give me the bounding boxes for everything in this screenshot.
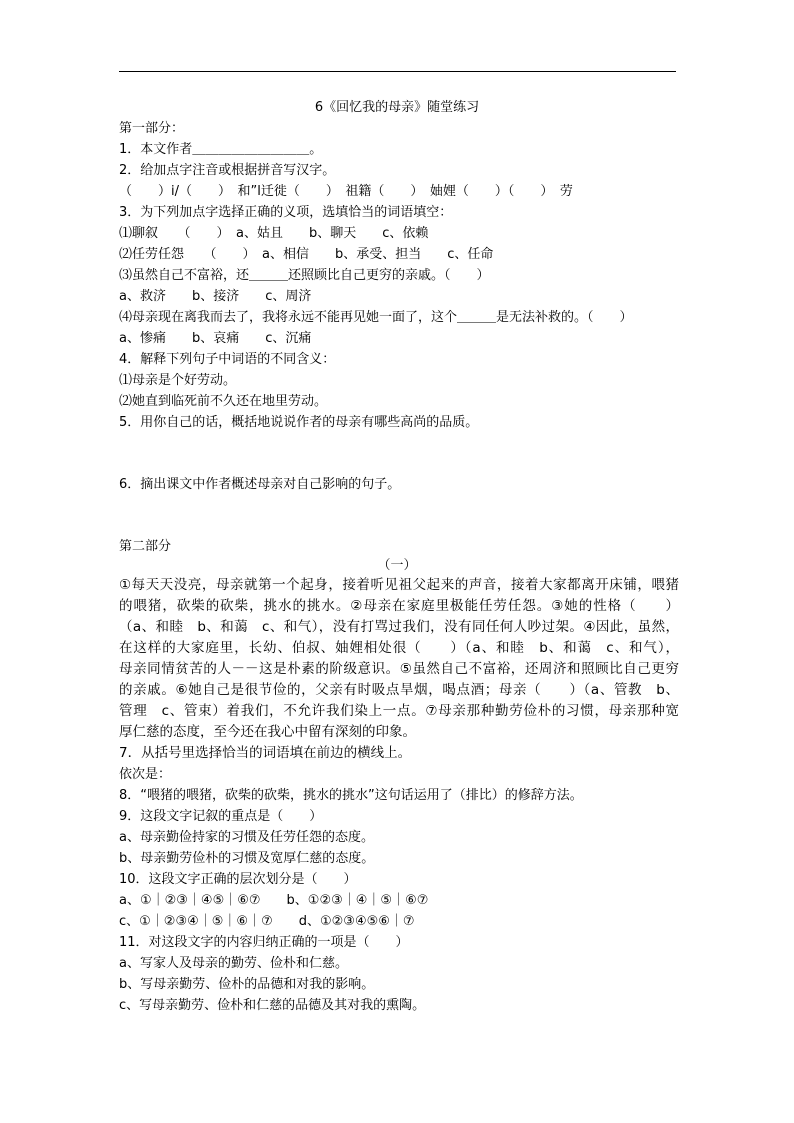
section-marker: （一）: [377, 558, 417, 573]
question-11-option-b: b、写母亲勤劳、俭朴的品德和对我的影响。: [119, 977, 375, 992]
question-10-options-cd: c、①｜②③④｜⑤｜⑥｜⑦ d、①②③④⑤⑥｜⑦: [119, 914, 415, 929]
passage-line: ①每天天没亮，母亲就第一个起身，接着听见祖父起来的声音，接着大家都离开床铺，喂猪: [119, 577, 679, 593]
question-3-item-3: ⑶虽然自己不富裕，还＿＿＿还照顾比自己更穷的亲戚。（ ）: [119, 268, 490, 283]
page-title: 6《回忆我的母亲》随堂练习: [314, 100, 480, 115]
question-5: 5．用你自己的话，概括地说说作者的母亲有哪些高尚的品质。: [119, 415, 479, 430]
question-7: 7．从括号里选择恰当的词语填在前边的横线上。: [119, 745, 412, 761]
reading-passage: [119, 575, 679, 764]
question-4-sentence-1: ⑴母亲是个好劳动。: [119, 373, 237, 388]
part2-heading: 第二部分: [119, 539, 172, 554]
question-2-blanks: （ ）i/（ ） 和”l迁徙（ ） 祖籍（ ） 妯娌（ ）（ ） 劳: [119, 184, 573, 199]
passage-line: 母亲同情贫苦的人－－这是朴素的阶级意识。⑤虽然自己不富裕，还周济和照顾比自己更穷: [119, 661, 679, 677]
question-6: 6．摘出课文中作者概述母亲对自己影响的句子。: [119, 477, 401, 492]
question-10-options-ab: a、①｜②③｜④⑤｜⑥⑦ b、①②③｜④｜⑤｜⑥⑦: [119, 893, 429, 908]
question-11: 11．对这段文字的内容归纳正确的一项是（ ）: [119, 935, 409, 950]
question-9-option-b: b、母亲勤劳俭朴的习惯及宽厚仁慈的态度。: [119, 851, 375, 866]
question-3-item-2: ⑵任劳任怨 （ ） a、相信 b、承受、担当 c、任命: [119, 247, 494, 262]
question-2: 2．给加点字注音或根据拼音写汉字。: [119, 163, 336, 178]
question-7-answer-label: 依次是：: [119, 767, 172, 782]
question-3-item-4: ⑷母亲现在离我而去了，我将永远不能再见她一面了，这个＿＿＿是无法补救的。（ ）: [119, 310, 633, 325]
passage-line: 管理 c、管束）着我们，不允许我们染上一点。⑦母亲那种勤劳俭朴的习惯，母亲那种宽: [119, 703, 679, 719]
question-10: 10．这段文字正确的层次划分是（ ）: [119, 872, 357, 887]
question-9: 9．这段文字记叙的重点是（ ）: [119, 809, 323, 824]
question-4-sentence-2: ⑵她直到临死前不久还在地里劳动。: [119, 394, 328, 409]
question-4: 4．解释下列句子中词语的不同含义：: [119, 352, 336, 367]
question-3: 3．为下列加点字选择正确的义项，选填恰当的词语填空：: [119, 205, 453, 220]
question-11-option-c: c、写母亲勤劳、俭朴和仁慈的品德及其对我的熏陶。: [119, 998, 426, 1013]
header-rule: [119, 71, 676, 72]
question-11-option-a: a、写家人及母亲的勤劳、俭朴和仁慈。: [119, 956, 348, 971]
question-3-item-4-options: a、惨痛 b、哀痛 c、沉痛: [119, 331, 312, 346]
passage-line: 在这样的大家庭里，长幼、伯叔、妯娌相处很（ ）（a、和睦 b、和蔼 c、和气），: [119, 640, 679, 656]
question-3-item-1: ⑴聊叙 （ ） a、姑且 b、聊天 c、依赖: [119, 226, 429, 241]
passage-line: 的喂猪，砍柴的砍柴，挑水的挑水。②母亲在家庭里极能任劳任怨。③她的性格（ ）: [119, 598, 679, 614]
question-1: 1．本文作者＿＿＿＿＿＿＿＿＿。: [119, 142, 323, 157]
passage-line: 的亲戚。⑥她自己是很节俭的，父亲有时吸点旱烟，喝点酒；母亲（ ）（a、管教 b、: [119, 682, 679, 698]
question-9-option-a: a、母亲勤俭持家的习惯及任劳任怨的态度。: [119, 830, 374, 845]
passage-line: （a、和睦 b、和蔼 c、和气），没有打骂过我们，没有同任何人吵过架。④因此，虽然，: [119, 619, 679, 635]
passage-line: 厚仁慈的态度，至今还在我心中留有深刻的印象。: [119, 724, 416, 740]
part1-heading: 第一部分：: [119, 121, 185, 136]
question-8: 8．“喂猪的喂猪，砍柴的砍柴，挑水的挑水”这句话运用了（排比）的修辞方法。: [119, 788, 583, 803]
question-3-item-3-options: a、救济 b、接济 c、周济: [119, 289, 312, 304]
